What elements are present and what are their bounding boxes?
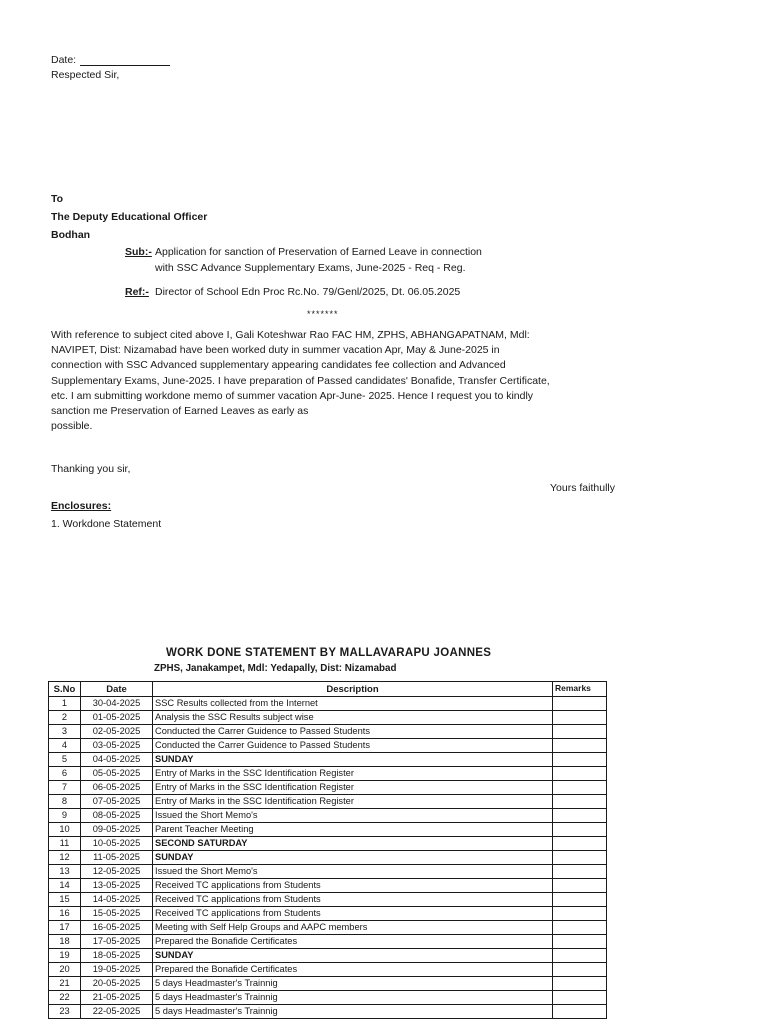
table-row	[49, 977, 607, 991]
cell-description: Analysis the SSC Results subject wise	[153, 711, 553, 725]
table-row	[49, 753, 607, 767]
cell-description: Conducted the Carrer Guidence to Passed Students	[153, 739, 553, 753]
to-label: To	[51, 193, 64, 205]
table-row	[49, 795, 607, 809]
table-header-row	[49, 682, 607, 697]
table-row	[49, 711, 607, 725]
body-line: NAVIPET, Dist: Nizamabad have been worked duty in summer vacation Apr, May & June-2025 in	[51, 344, 500, 357]
cell-remarks	[553, 991, 607, 1005]
cell-date: 08-05-2025	[81, 809, 153, 823]
cell-sno: 6	[49, 767, 81, 781]
cell-description: Prepared the Bonafide Certificates	[153, 935, 553, 949]
cell-remarks	[553, 823, 607, 837]
cell-description: Issued the Short Memo's	[153, 809, 553, 823]
cell-sno: 2	[49, 711, 81, 725]
table-row	[49, 921, 607, 935]
salutation: Respected Sir,	[51, 69, 120, 81]
cell-description: Received TC applications from Students	[153, 907, 553, 921]
cell-date: 09-05-2025	[81, 823, 153, 837]
cell-description: SSC Results collected from the Internet	[153, 697, 553, 711]
statement-subtitle: ZPHS, Janakampet, Mdl: Yedapally, Dist: Nizamabad	[154, 663, 397, 674]
cell-remarks	[553, 963, 607, 977]
body-line: sanction me Preservation of Earned Leaves as early as	[51, 405, 309, 418]
cell-description: Entry of Marks in the SSC Identification Register	[153, 781, 553, 795]
table-row	[49, 907, 607, 921]
cell-date: 02-05-2025	[81, 725, 153, 739]
cell-sno: 3	[49, 725, 81, 739]
header-sno: S.No	[49, 682, 81, 697]
cell-remarks	[553, 795, 607, 809]
cell-description: SECOND SATURDAY	[153, 837, 553, 851]
cell-description: 5 days Headmaster's Trainnig	[153, 1005, 553, 1019]
subject-label: Sub:-	[125, 246, 152, 258]
cell-remarks	[553, 753, 607, 767]
cell-description: Received TC applications from Students	[153, 893, 553, 907]
reference-label: Ref:-	[125, 286, 149, 298]
table-row	[49, 725, 607, 739]
date-blank-line	[80, 65, 170, 66]
cell-sno: 19	[49, 949, 81, 963]
enclosures-label: Enclosures:	[51, 500, 112, 512]
cell-remarks	[553, 809, 607, 823]
cell-date: 16-05-2025	[81, 921, 153, 935]
cell-date: 20-05-2025	[81, 977, 153, 991]
cell-remarks	[553, 935, 607, 949]
cell-sno: 16	[49, 907, 81, 921]
separator-stars: *******	[307, 309, 339, 319]
cell-remarks	[553, 739, 607, 753]
letter-body	[51, 328, 611, 434]
cell-description: SUNDAY	[153, 949, 553, 963]
closing-text: Yours faithully	[550, 482, 615, 494]
cell-remarks	[553, 725, 607, 739]
cell-sno: 15	[49, 893, 81, 907]
header-description: Description	[153, 682, 553, 697]
cell-remarks	[553, 977, 607, 991]
table-row	[49, 1005, 607, 1019]
cell-date: 11-05-2025	[81, 851, 153, 865]
work-done-table	[48, 681, 607, 1019]
cell-sno: 21	[49, 977, 81, 991]
cell-sno: 20	[49, 963, 81, 977]
cell-description: SUNDAY	[153, 851, 553, 865]
cell-remarks	[553, 781, 607, 795]
table-row	[49, 739, 607, 753]
table-row	[49, 851, 607, 865]
reference-text: Director of School Edn Proc Rc.No. 79/Genl/2025, Dt. 06.05.2025	[155, 286, 461, 298]
cell-sno: 22	[49, 991, 81, 1005]
cell-description: SUNDAY	[153, 753, 553, 767]
body-line: etc. I am submitting workdone memo of summer vacation Apr-June- 2025. Hence I request you to kindly	[51, 389, 534, 402]
cell-remarks	[553, 1005, 607, 1019]
cell-description: Parent Teacher Meeting	[153, 823, 553, 837]
body-line: connection with SSC Advanced supplementary appearing candidates fee collection and Advanced	[51, 359, 506, 372]
body-line: possible.	[51, 420, 93, 433]
cell-date: 12-05-2025	[81, 865, 153, 879]
table-row	[49, 893, 607, 907]
table-row	[49, 991, 607, 1005]
cell-description: Entry of Marks in the SSC Identification Register	[153, 795, 553, 809]
table-row	[49, 949, 607, 963]
cell-sno: 14	[49, 879, 81, 893]
cell-remarks	[553, 711, 607, 725]
cell-remarks	[553, 697, 607, 711]
body-line: Supplementary Exams, June-2025. I have preparation of Passed candidates' Bonafide, Transfer Certificate,	[51, 374, 550, 387]
cell-remarks	[553, 921, 607, 935]
cell-date: 13-05-2025	[81, 879, 153, 893]
cell-remarks	[553, 837, 607, 851]
cell-date: 01-05-2025	[81, 711, 153, 725]
cell-description: Conducted the Carrer Guidence to Passed Students	[153, 725, 553, 739]
cell-date: 17-05-2025	[81, 935, 153, 949]
recipient-title: The Deputy Educational Officer	[51, 211, 208, 223]
cell-description: Received TC applications from Students	[153, 879, 553, 893]
cell-date: 30-04-2025	[81, 697, 153, 711]
table-row	[49, 837, 607, 851]
cell-sno: 17	[49, 921, 81, 935]
table-row	[49, 781, 607, 795]
cell-date: 15-05-2025	[81, 907, 153, 921]
table-row	[49, 879, 607, 893]
cell-sno: 9	[49, 809, 81, 823]
enclosure-item: 1. Workdone Statement	[51, 518, 162, 530]
body-line: With reference to subject cited above I, Gali Koteshwar Rao FAC HM, ZPHS, ABHANGAPATNAM, Mdl:	[51, 329, 530, 341]
table-row	[49, 697, 607, 711]
cell-sno: 10	[49, 823, 81, 837]
cell-date: 18-05-2025	[81, 949, 153, 963]
cell-date: 03-05-2025	[81, 739, 153, 753]
cell-date: 05-05-2025	[81, 767, 153, 781]
cell-sno: 12	[49, 851, 81, 865]
cell-sno: 1	[49, 697, 81, 711]
cell-sno: 23	[49, 1005, 81, 1019]
cell-remarks	[553, 865, 607, 879]
table-row	[49, 935, 607, 949]
header-date: Date	[81, 682, 153, 697]
cell-remarks	[553, 767, 607, 781]
cell-description: 5 days Headmaster's Trainnig	[153, 991, 553, 1005]
cell-date: 06-05-2025	[81, 781, 153, 795]
cell-description: Issued the Short Memo's	[153, 865, 553, 879]
cell-remarks	[553, 879, 607, 893]
cell-remarks	[553, 949, 607, 963]
statement-title: WORK DONE STATEMENT BY MALLAVARAPU JOANNES	[166, 647, 492, 659]
cell-description: Entry of Marks in the SSC Identification Register	[153, 767, 553, 781]
cell-date: 14-05-2025	[81, 893, 153, 907]
cell-sno: 18	[49, 935, 81, 949]
subject-line-1: Application for sanction of Preservation of Earned Leave in connection	[155, 246, 482, 258]
thanking-text: Thanking you sir,	[51, 463, 131, 475]
cell-date: 04-05-2025	[81, 753, 153, 767]
cell-remarks	[553, 851, 607, 865]
table-row	[49, 767, 607, 781]
table-row	[49, 963, 607, 977]
cell-description: Meeting with Self Help Groups and AAPC members	[153, 921, 553, 935]
cell-sno: 7	[49, 781, 81, 795]
table-body	[49, 697, 607, 1019]
header-remarks: Remarks	[553, 682, 607, 697]
cell-description: 5 days Headmaster's Trainnig	[153, 977, 553, 991]
date-label: Date:	[51, 54, 77, 66]
cell-date: 07-05-2025	[81, 795, 153, 809]
cell-sno: 13	[49, 865, 81, 879]
cell-date: 21-05-2025	[81, 991, 153, 1005]
recipient-place: Bodhan	[51, 229, 91, 241]
table-row	[49, 823, 607, 837]
cell-remarks	[553, 907, 607, 921]
cell-sno: 5	[49, 753, 81, 767]
cell-sno: 11	[49, 837, 81, 851]
cell-remarks	[553, 893, 607, 907]
cell-date: 19-05-2025	[81, 963, 153, 977]
cell-sno: 4	[49, 739, 81, 753]
cell-description: Prepared the Bonafide Certificates	[153, 963, 553, 977]
cell-date: 22-05-2025	[81, 1005, 153, 1019]
table-row	[49, 865, 607, 879]
subject-line-2: with SSC Advance Supplementary Exams, June-2025 - Req - Reg.	[155, 262, 466, 274]
table-row	[49, 809, 607, 823]
cell-date: 10-05-2025	[81, 837, 153, 851]
cell-sno: 8	[49, 795, 81, 809]
